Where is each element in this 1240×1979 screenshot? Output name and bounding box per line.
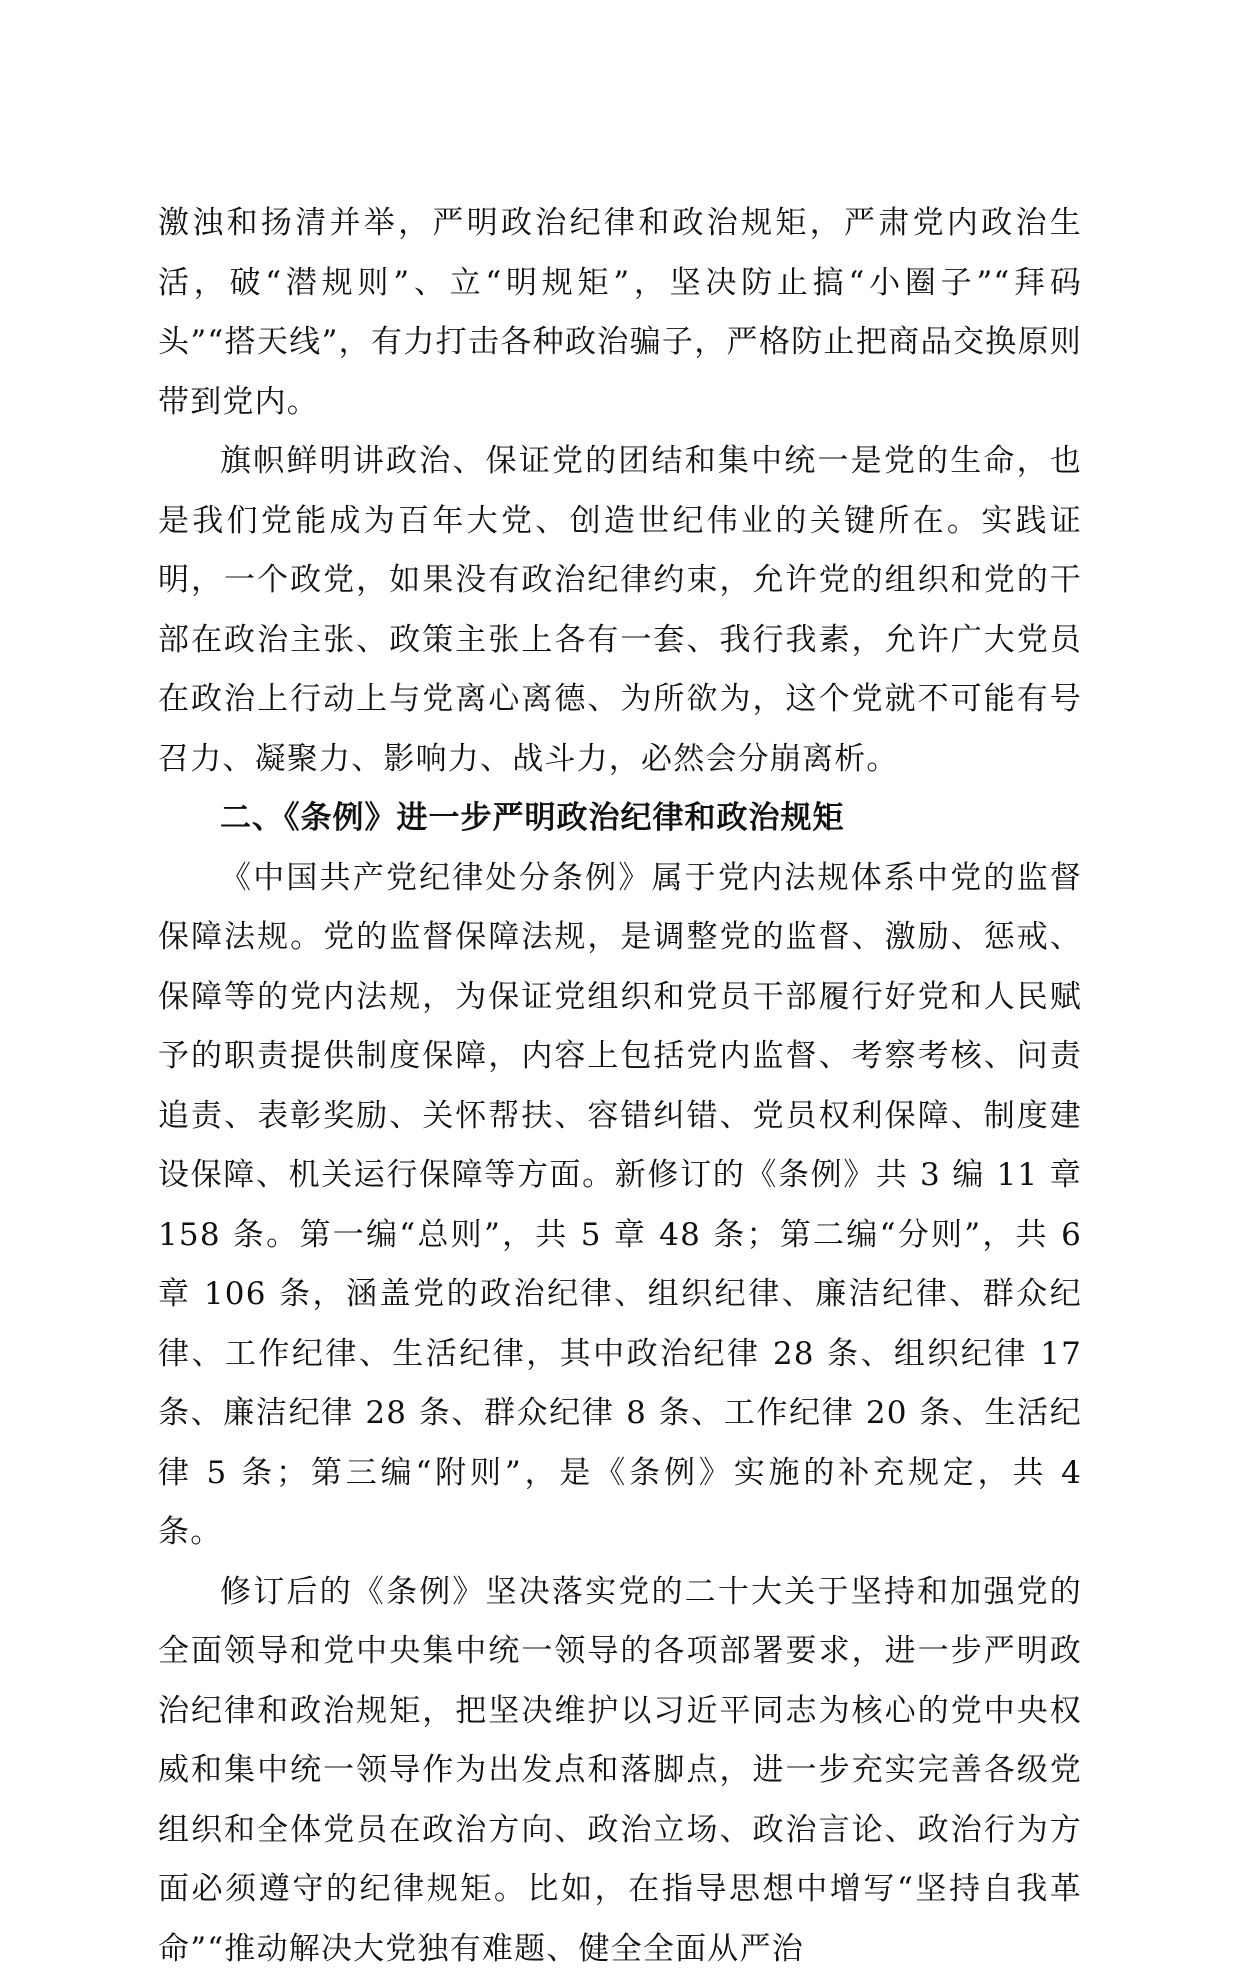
paragraph-regulation-structure: 《中国共产党纪律处分条例》属于党内法规体系中党的监督保障法规。党的监督保障法规，是调整党的监督、激励、惩戒、保障等的党内法规，为保证党组织和党员干部履行好党和人民赋予的职责提供制度保障，内容上包括党内监督、考察考核、问责追责、表彰奖励、关怀帮扶、容错纠错、党员权利保障、制度建设保障、机关运行保障等方面。新修订的《条例》共 3 编 11 章 158 条。第一编“总则”，共 5 章 48 条；第二编“分则”，共 6 章 106 条，涵盖党的政治纪律、组织纪律、廉洁纪律、群众纪律、工作纪律、生活纪律，其中政治纪律 28 条、组织纪律 17 条、廉洁纪律 28 条、群众纪律 8 条、工作纪律 20 条、生活纪律 5 条；第三编“附则”，是《条例》实施的补充规定，共 4 条。 [158, 849, 1082, 1563]
paragraph-political-unity: 旗帜鲜明讲政治、保证党的团结和集中统一是党的生命，也是我们党能成为百年大党、创造世纪伟业的关键所在。实践证明，一个政党，如果没有政治纪律约束，允许党的组织和党的干部在政治主张、政策主张上各有一套、我行我素，允许广大党员在政治上行动上与党离心离德、为所欲为，这个党就不可能有号召力、凝聚力、影响力、战斗力，必然会分崩离析。 [158, 432, 1082, 789]
paragraph-continued: 激浊和扬清并举，严明政治纪律和政治规矩，严肃党内政治生活，破“潜规则”、立“明规矩”，坚决防止搞“小圈子”“拜码头”“搭天线”，有力打击各种政治骗子，严格防止把商品交换原则带到党内。 [158, 194, 1082, 432]
paragraph-revised-regulation: 修订后的《条例》坚决落实党的二十大关于坚持和加强党的全面领导和党中央集中统一领导的各项部署要求，进一步严明政治纪律和政治规矩，把坚决维护以习近平同志为核心的党中央权威和集中统一领导作为出发点和落脚点，进一步充实完善各级党组织和全体党员在政治方向、政治立场、政治言论、政治行为方面必须遵守的纪律规矩。比如，在指导思想中增写“坚持自我革命”“推动解决大党独有难题、健全全面从严治 [158, 1563, 1082, 1979]
section-heading: 二、《条例》进一步严明政治纪律和政治规矩 [158, 789, 1082, 849]
document-page [158, 194, 1082, 1979]
